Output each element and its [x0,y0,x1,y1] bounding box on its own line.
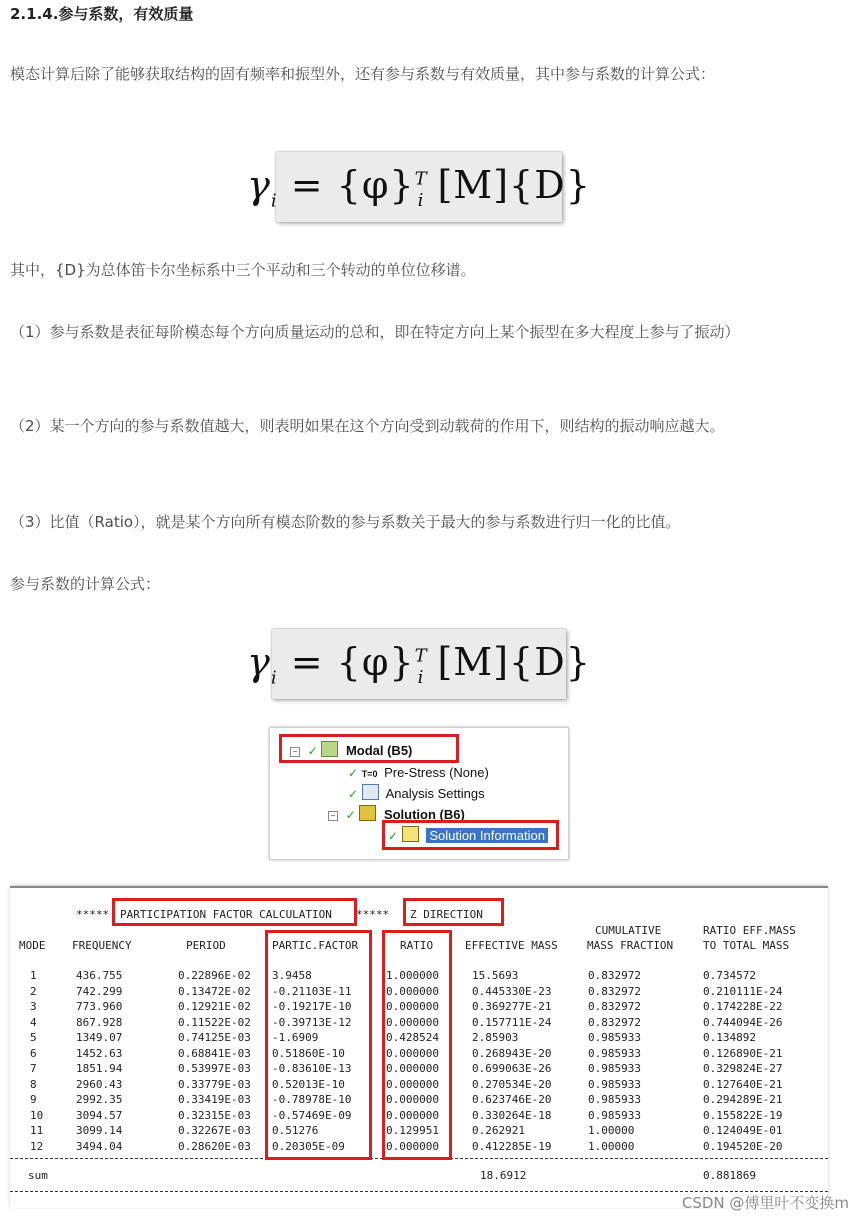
highlight-box-ratio [382,930,452,1160]
partic-factor-cell: -0.83610E-13 [272,1062,352,1075]
frequency-cell: 867.928 [76,1015,123,1029]
tree-label-prestress: Pre-Stress (None) [384,765,489,780]
partic-factor-cell: -0.39713E-12 [272,1015,352,1029]
partic-factor-cell: -0.21103E-11 [272,984,352,998]
frequency-cell: 1349.07 [76,1031,123,1044]
to-total-cell: 0.127640E-21 [703,1077,783,1091]
d-definition-paragraph: 其中，{D}为总体笛卡尔坐标系中三个平动和三个转动的单位位移谱。 [10,261,476,279]
mode-cell: 10 [30,1108,44,1122]
frequency-cell: 3094.57 [76,1108,123,1122]
mode-cell: 8 [30,1077,37,1091]
period-cell: 0.33779E-03 [178,1077,251,1091]
mass-fraction-cell: 0.985933 [588,1046,641,1060]
header-mode: MODE [19,939,46,952]
participation-factor-output [10,886,828,1208]
partic-factor-cell: 0.52013E-10 [272,1077,345,1091]
tree-label-solution: Solution (B6) [383,807,465,822]
effective-mass-cell: 0.412285E-19 [472,1139,552,1153]
check-icon: ✓ [307,744,318,758]
header-to-total-mass: TO TOTAL MASS [703,939,790,952]
check-icon: ✓ [348,787,359,801]
formula-image-2 [247,629,591,699]
period-cell: 0.32315E-03 [178,1108,251,1122]
period-cell: 0.53997E-03 [178,1062,251,1075]
mass-fraction-cell: 0.832972 [588,1015,641,1029]
section-heading: 2.1.4.参与系数，有效质量 [10,5,194,23]
ratio-cell: 0.000000 [386,1015,439,1029]
expand-icon[interactable]: − [328,811,338,821]
header-ratio: RATIO [400,939,434,952]
output-direction: Z DIRECTION [410,908,483,921]
frequency-cell: 436.755 [76,969,123,982]
prestress-icon: T=0 [361,769,378,779]
partic-factor-cell: 3.9458 [272,969,312,982]
partic-factor-cell: 0.51276 [272,1124,319,1137]
frequency-cell: 3099.14 [76,1124,123,1137]
header-partic-factor: PARTIC.FACTOR [272,939,359,952]
point-3-paragraph: （3）比值（Ratio），就是某个方向所有模态阶数的参与系数关于最大的参与系数进行归一化的比值。 [10,513,681,531]
mass-fraction-cell: 0.832972 [588,1000,641,1013]
mass-fraction-cell: 0.832972 [588,969,641,982]
point-1-paragraph: （1）参与系数是表征每阶模态每个方向质量运动的总和，即在特定方向上某个振型在多大程度上参与了振动） [10,323,740,341]
tree-label-analysis: Analysis Settings [385,786,485,801]
mode-cell: 7 [30,1062,37,1075]
output-title: PARTICIPATION FACTOR CALCULATION [120,908,332,921]
effective-mass-cell: 0.268943E-20 [472,1046,552,1060]
partic-factor-cell: -0.57469E-09 [272,1108,352,1122]
frequency-cell: 1452.63 [76,1046,123,1060]
effective-mass-cell: 0.623746E-20 [472,1093,552,1106]
mass-fraction-cell: 0.832972 [588,984,641,998]
tree-label-solution-information: Solution Information [426,828,548,843]
period-cell: 0.22896E-02 [178,969,251,982]
mode-cell: 12 [30,1139,44,1153]
effective-mass-cell: 0.157711E-24 [472,1015,552,1029]
period-cell: 0.13472E-02 [178,984,251,998]
mass-fraction-cell: 1.00000 [588,1139,635,1153]
to-total-cell: 0.155822E-19 [703,1108,783,1122]
check-icon: ✓ [345,808,356,822]
check-icon: ✓ [388,829,399,843]
csdn-watermark: CSDN @傅里叶不变换m [681,1194,849,1212]
to-total-cell: 0.134892 [703,1031,756,1044]
ratio-cell: 0.000000 [386,1000,439,1013]
sum-label: sum [28,1169,48,1182]
mode-cell: 4 [30,1015,37,1029]
ratio-cell: 0.129951 [386,1124,439,1137]
frequency-cell: 3494.04 [76,1139,123,1153]
to-total-cell: 0.194520E-20 [703,1139,783,1153]
ratio-cell: 0.000000 [386,984,439,998]
formula-intro-paragraph: 参与系数的计算公式： [10,575,161,593]
partic-factor-cell: -0.19217E-10 [272,1000,352,1013]
mass-fraction-cell: 0.985933 [588,1031,641,1044]
effective-mass-cell: 2.85903 [472,1031,519,1044]
check-icon: ✓ [348,766,359,780]
highlight-box-direction [403,898,504,926]
period-cell: 0.12921E-02 [178,1000,251,1013]
mode-cell: 3 [30,1000,37,1013]
highlight-box-modal [279,734,459,763]
mode-cell: 5 [30,1031,37,1044]
stars-left: ***** [76,908,110,921]
ratio-cell: 0.000000 [386,1108,439,1122]
mass-fraction-cell: 0.985933 [588,1062,641,1075]
tree-item-prestress[interactable] [348,763,489,783]
frequency-cell: 742.299 [76,984,123,998]
participation-formula: $\gamma_i = \{\varphi\}^T_i$ [M]{D} [247,162,591,212]
header-ratio-eff-mass: RATIO EFF.MASS [703,924,796,937]
expand-icon[interactable]: − [290,747,300,757]
effective-mass-cell: 0.445330E-23 [472,984,552,998]
highlight-box-partic-factor [265,930,372,1160]
effective-mass-cell: 0.270534E-20 [472,1077,552,1091]
frequency-cell: 1851.94 [76,1062,123,1075]
header-cumulative: CUMULATIVE [595,924,662,937]
mass-fraction-cell: 1.00000 [588,1124,635,1137]
period-cell: 0.68841E-03 [178,1046,251,1060]
mass-fraction-cell: 0.985933 [588,1077,641,1091]
participation-formula-repeat: $\gamma_i = \{\varphi\}^T_i$ [M]{D} [247,639,591,689]
frequency-cell: 773.960 [76,1000,123,1013]
mass-fraction-cell: 0.985933 [588,1108,641,1122]
ratio-cell: 1.000000 [386,969,439,982]
period-cell: 0.32267E-03 [178,1124,251,1137]
intro-paragraph: 模态计算后除了能够获取结构的固有频率和振型外，还有参与系数与有效质量，其中参与系数的计算公式： [10,65,716,83]
point-2-paragraph: （2）某一个方向的参与系数值越大，则表明如果在这个方向受到动载荷的作用下，则结构的振动响应越大。 [10,417,725,435]
stars-right: ***** [356,908,390,921]
sum-effective-mass: 18.6912 [480,1169,527,1182]
effective-mass-cell: 0.262921 [472,1124,525,1137]
highlight-box-title [112,898,357,926]
solution-icon [359,805,376,821]
period-cell: 0.11522E-02 [178,1015,251,1029]
to-total-cell: 0.124049E-01 [703,1124,783,1137]
frequency-cell: 2992.35 [76,1093,123,1106]
ratio-cell: 0.000000 [386,1139,439,1153]
header-period: PERIOD [186,939,226,952]
period-cell: 0.28620E-03 [178,1139,251,1153]
effective-mass-cell: 15.5693 [472,969,519,982]
sum-ratio: 0.881869 [703,1169,756,1182]
period-cell: 0.74125E-03 [178,1031,251,1044]
ratio-cell: 0.000000 [386,1062,439,1075]
effective-mass-cell: 0.330264E-18 [472,1108,552,1122]
to-total-cell: 0.329824E-27 [703,1062,783,1075]
to-total-cell: 0.744094E-26 [703,1015,783,1029]
to-total-cell: 0.126890E-21 [703,1046,783,1060]
frequency-cell: 2960.43 [76,1077,123,1091]
partic-factor-cell: -0.78978E-10 [272,1093,352,1106]
ratio-cell: 0.000000 [386,1046,439,1060]
ratio-cell: 0.428524 [386,1031,439,1044]
header-frequency: FREQUENCY [72,939,132,952]
mode-cell: 6 [30,1046,37,1060]
mode-cell: 11 [30,1124,44,1137]
partic-factor-cell: 0.20305E-09 [272,1139,345,1153]
to-total-cell: 0.174228E-22 [703,1000,783,1013]
mode-cell: 2 [30,984,37,998]
highlight-box-solution-info [382,820,559,850]
ratio-cell: 0.000000 [386,1077,439,1091]
to-total-cell: 0.210111E-24 [703,984,783,998]
mode-cell: 1 [30,969,37,982]
analysis-settings-icon [362,784,379,800]
mode-cell: 9 [30,1093,37,1106]
header-effective-mass: EFFECTIVE MASS [465,939,558,952]
period-cell: 0.33419E-03 [178,1093,251,1106]
project-tree-screenshot [269,727,569,860]
to-total-cell: 0.294289E-21 [703,1093,783,1106]
partic-factor-cell: 0.51860E-10 [272,1046,345,1060]
ratio-cell: 0.000000 [386,1093,439,1106]
to-total-cell: 0.734572 [703,969,756,982]
header-mass-fraction: MASS FRACTION [587,939,674,952]
tree-item-analysis-settings[interactable] [348,784,485,804]
partic-factor-cell: -1.6909 [272,1031,319,1044]
effective-mass-cell: 0.699063E-26 [472,1062,552,1075]
tree-label-modal: Modal (B5) [345,743,413,758]
formula-image-1 [247,152,591,222]
mass-fraction-cell: 0.985933 [588,1093,641,1106]
effective-mass-cell: 0.369277E-21 [472,1000,552,1013]
